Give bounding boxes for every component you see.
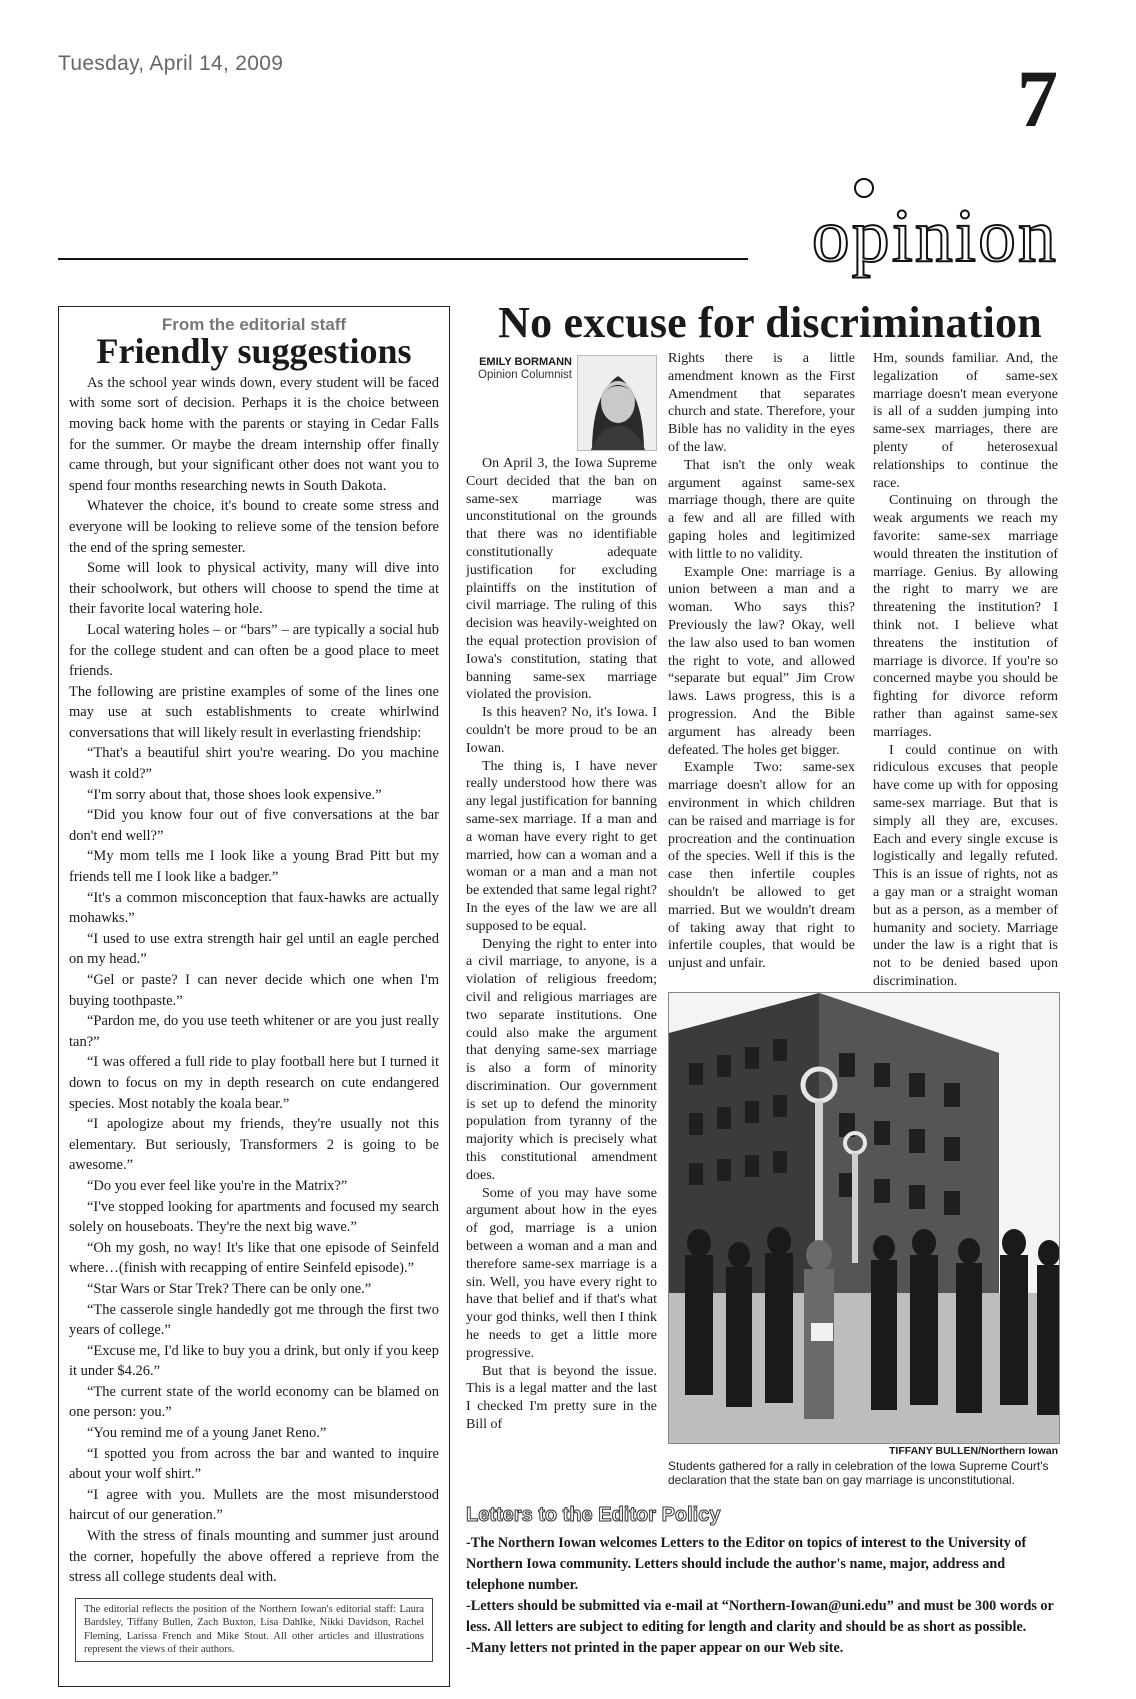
pickup-line: “I've stopped looking for apartments and focused my search solely on houseboats. They're the next big wave.” — [69, 1198, 439, 1236]
editorial-closing: With the stress of finals mounting and summer just around the corner, hopefully the above offered a reprieve from the stress all college students deal with. — [69, 1528, 439, 1586]
editorial-staff-note: The editorial reflects the position of the Northern Iowan's editorial staff: Laura Bardsley, Tiffany Bullen, Zach Buxton, Lisa Dahlke, Nikki Davidson, Rachel Fleming, Larissa French and Mike Stout. All other articles and illustrations represent the views of their authors. — [75, 1598, 433, 1662]
column-paragraph: But that is beyond the issue. This is a legal matter and the last I checked I'm pretty sure in the Bill of — [466, 1363, 657, 1433]
pickup-line: “The casserole single handedly got me through the first two years of college.” — [69, 1301, 439, 1339]
column-paragraph: Hm, sounds familiar. And, the legalization of same-sex marriage doesn't mean everyone is all of a sudden jumping into same-sex marriages, there are plenty of heterosexual relationships to continue the race. — [873, 351, 1058, 491]
header-rule — [58, 258, 748, 260]
column-paragraph: Example One: marriage is a union between a man and a woman. Who says this? Previously the law? Okay, well the law also used to ban women the right to vote, and allowed “separate but equal” Jim Crow laws. Laws progress, this is a progression. And the Bible argument has already been defeated. The holes get bigger. — [668, 564, 855, 758]
column-paragraph: On April 3, the Iowa Supreme Court decided that the ban on same-sex marriage was unconstitutional on the grounds that there was no identifiable constitutionally adequate justification for excluding plaintiffs on the institution of civil marriage. The ruling of this decision was heavily-weighted on the equal protection provision of Iowa's constitution, stating that banning same-sex marriage violated the provision. — [466, 456, 657, 703]
pickup-line: “I used to use extra strength hair gel until an eagle perched on my head.” — [69, 930, 439, 968]
policy-line: -Letters should be submitted via e-mail at “Northern-Iowan@uni.edu” and must be 300 words or less. All letters are subject to editing for length and clarity and should be as short as possible. — [466, 1598, 1054, 1635]
editorial-paragraph: Some will look to physical activity, many will dive into their schoolwork, but others will choose to spend the time at their favorite local watering hole. — [69, 560, 439, 618]
photo-credit: TIFFANY BULLEN/Northern Iowan — [889, 1445, 1058, 1457]
photo-caption: Students gathered for a rally in celebration of the Iowa Supreme Court's declaration that the state ban on gay marriage is unconstitutional. — [668, 1459, 1049, 1487]
editorial-body — [69, 373, 439, 1588]
editorial-kicker: From the editorial staff — [161, 315, 347, 334]
page-date: Tuesday, April 14, 2009 — [58, 52, 284, 75]
pickup-line: “You remind me of a young Janet Reno.” — [87, 1425, 327, 1442]
editorial-paragraph: Local watering holes – or “bars” – are typically a social hub for the college student and can often be a good place to meet friends. — [69, 621, 439, 680]
pickup-line: “Pardon me, do you use teeth whitener or are you just really tan?” — [69, 1013, 439, 1050]
pickup-line: “Star Wars or Star Trek? There can be only one.” — [87, 1280, 372, 1297]
column-paragraph: Rights there is a little amendment known as the First Amendment that separates church and state. Therefore, your Bible has no validity in the eyes of the law. — [668, 351, 855, 455]
rally-photo — [668, 992, 1060, 1444]
pickup-line: “I spotted you from across the bar and wanted to inquire about your wolf shirt.” — [69, 1445, 439, 1483]
pickup-line: “I'm sorry about that, those shoes look expensive.” — [87, 786, 382, 803]
pickup-line: “The current state of the world economy can be blamed on one person: you.” — [69, 1383, 439, 1421]
column-paragraph: Example Two: same-sex marriage doesn't allow for an environment in which children can be raised and marriage is for procreation and the continuation of the species. Well if this is the case then infertile couples shouldn't be allowed to get married. But we wouldn't dream of taking away that right to infertile couples, that would be unjust and unfair. — [668, 760, 855, 972]
column-paragraph: I could continue on with ridiculous excuses that people have come up with for opposing same-sex marriage. But that is simply all they are, excuses. Each and every single excuse is logistically and legally refuted. This is an issue of rights, not as a gay man or a straight woman but as a person, as a member of humanity and society. Marriage under the law is a right that is not to be denied based upon discrimination. — [873, 742, 1058, 989]
pickup-line: “Gel or paste? I can never decide which one when I'm buying toothpaste.” — [69, 972, 439, 1009]
pickup-line: “Did you know four out of five conversations at the bar don't end well?” — [69, 807, 439, 844]
author-photo — [577, 355, 657, 451]
column-text-3 — [873, 350, 1058, 990]
editorial-headline: Friendly suggestions — [96, 331, 412, 371]
byline — [462, 355, 572, 381]
policy-line: -Many letters not printed in the paper appear on our Web site. — [466, 1640, 844, 1656]
section-title: opinion — [811, 194, 1058, 278]
column-text-1 — [466, 455, 657, 1680]
column-headline: No excuse for discrimination — [498, 298, 1042, 347]
pickup-line: “That's a beautiful shirt you're wearing. Do you machine wash it cold?” — [69, 745, 439, 783]
column-paragraph: Continuing on through the weak arguments we reach my favorite: same-sex marriage would threaten the institution of marriage. Genius. By allowing the right to marry we are threatening the institution? I think not. I believe what threatens the institution of marriage is divorce. If you're so concerned maybe you should be fighting for divorce reform rather than against same-sex marriages. — [873, 493, 1058, 740]
pickup-line: “I agree with you. Mullets are the most misunderstood haircut of our generation.” — [69, 1486, 439, 1524]
pickup-line: “I apologize about my friends, they're usually not this elementary. But seriously, Transformers 2 is going to be awesome.” — [69, 1116, 439, 1174]
pickup-line: “I was offered a full ride to play football here but I turned it down to focus on my in depth research on cute endangered species. Most notably the koala bear.” — [69, 1054, 439, 1112]
column-text-2 — [668, 350, 855, 990]
author-role: Opinion Columnist — [478, 369, 572, 381]
letters-policy — [466, 1504, 1066, 1659]
pickup-line: “Do you ever feel like you're in the Matrix?” — [87, 1177, 348, 1194]
pickup-line: “It's a common misconception that faux-hawks are actually mohawks.” — [69, 889, 439, 927]
editorial-box — [58, 306, 450, 1687]
column-paragraph: Denying the right to enter into a civil marriage, to anyone, is a violation of religious freedom; civil and religious marriages are two separate institutions. One could also make the argument that denying same-sex marriage is also a form of minority discrimination. Our government is set up to defend the minority population from tyranny of the majority which is precisely what this constitutional amendment does. — [466, 936, 657, 1183]
pickup-line: “Oh my gosh, no way! It's like that one episode of Seinfeld where…(finish with recapping of entire Seinfeld episode).” — [69, 1239, 439, 1277]
editorial-paragraph: Whatever the choice, it's bound to create some stress and everyone will be looking to relieve some of the tension before the end of the spring semester. — [69, 498, 439, 556]
editorial-paragraph: As the school year winds down, every student will be faced with some sort of decision. Perhaps it is the choice between moving back home with the parents or staying in Cedar Falls for the summer. Or maybe the dream internship offer finally came through, but your significant other does not want you to spend four months researching newts in South Dakota. — [69, 374, 439, 494]
policy-line: -The Northern Iowan welcomes Letters to the Editor on topics of interest to the University of Northern Iowa community. Letters should include the author's name, major, address and telephone number. — [466, 1535, 1027, 1593]
pickup-line: “Excuse me, I'd like to buy you a drink, but only if you keep it under $4.26.” — [69, 1342, 439, 1380]
author-name: EMILY BORMANN — [479, 356, 572, 368]
letters-policy-title: Letters to the Editor Policy — [466, 1504, 721, 1526]
column-paragraph: That isn't the only weak argument against same-sex marriage though, there are quite a few and all are filled with gaping holes and legitimized with little to no validity. — [668, 457, 855, 562]
column-paragraph: Some of you may have some argument about how in the eyes of god, marriage is a union between a woman and a man and therefore same-sex marriage is a sin. Well, you have every right to have that belief and if that's what your god thinks, well then I think he needs to get a little more progressive. — [466, 1185, 657, 1361]
pickup-line: “My mom tells me I look like a young Brad Pitt but my friends tell me I look like a badger.” — [69, 848, 439, 886]
column-paragraph: The thing is, I have never really understood how there was any legal justification for banning same-sex marriage. If a man and a woman have every right to get married, how can a woman and a woman or a man and a man not be extended that same legal right? In the eyes of the law we are all supposed to be equal. — [466, 758, 657, 934]
editorial-lead-in: The following are pristine examples of some of the lines one may use at such establishments to create whirlwind conversations that will likely result in everlasting friendship: — [69, 683, 439, 741]
column-paragraph: Is this heaven? No, it's Iowa. I couldn't be more proud to be an Iowan. — [466, 705, 657, 756]
page-number: 7 — [1017, 53, 1058, 144]
